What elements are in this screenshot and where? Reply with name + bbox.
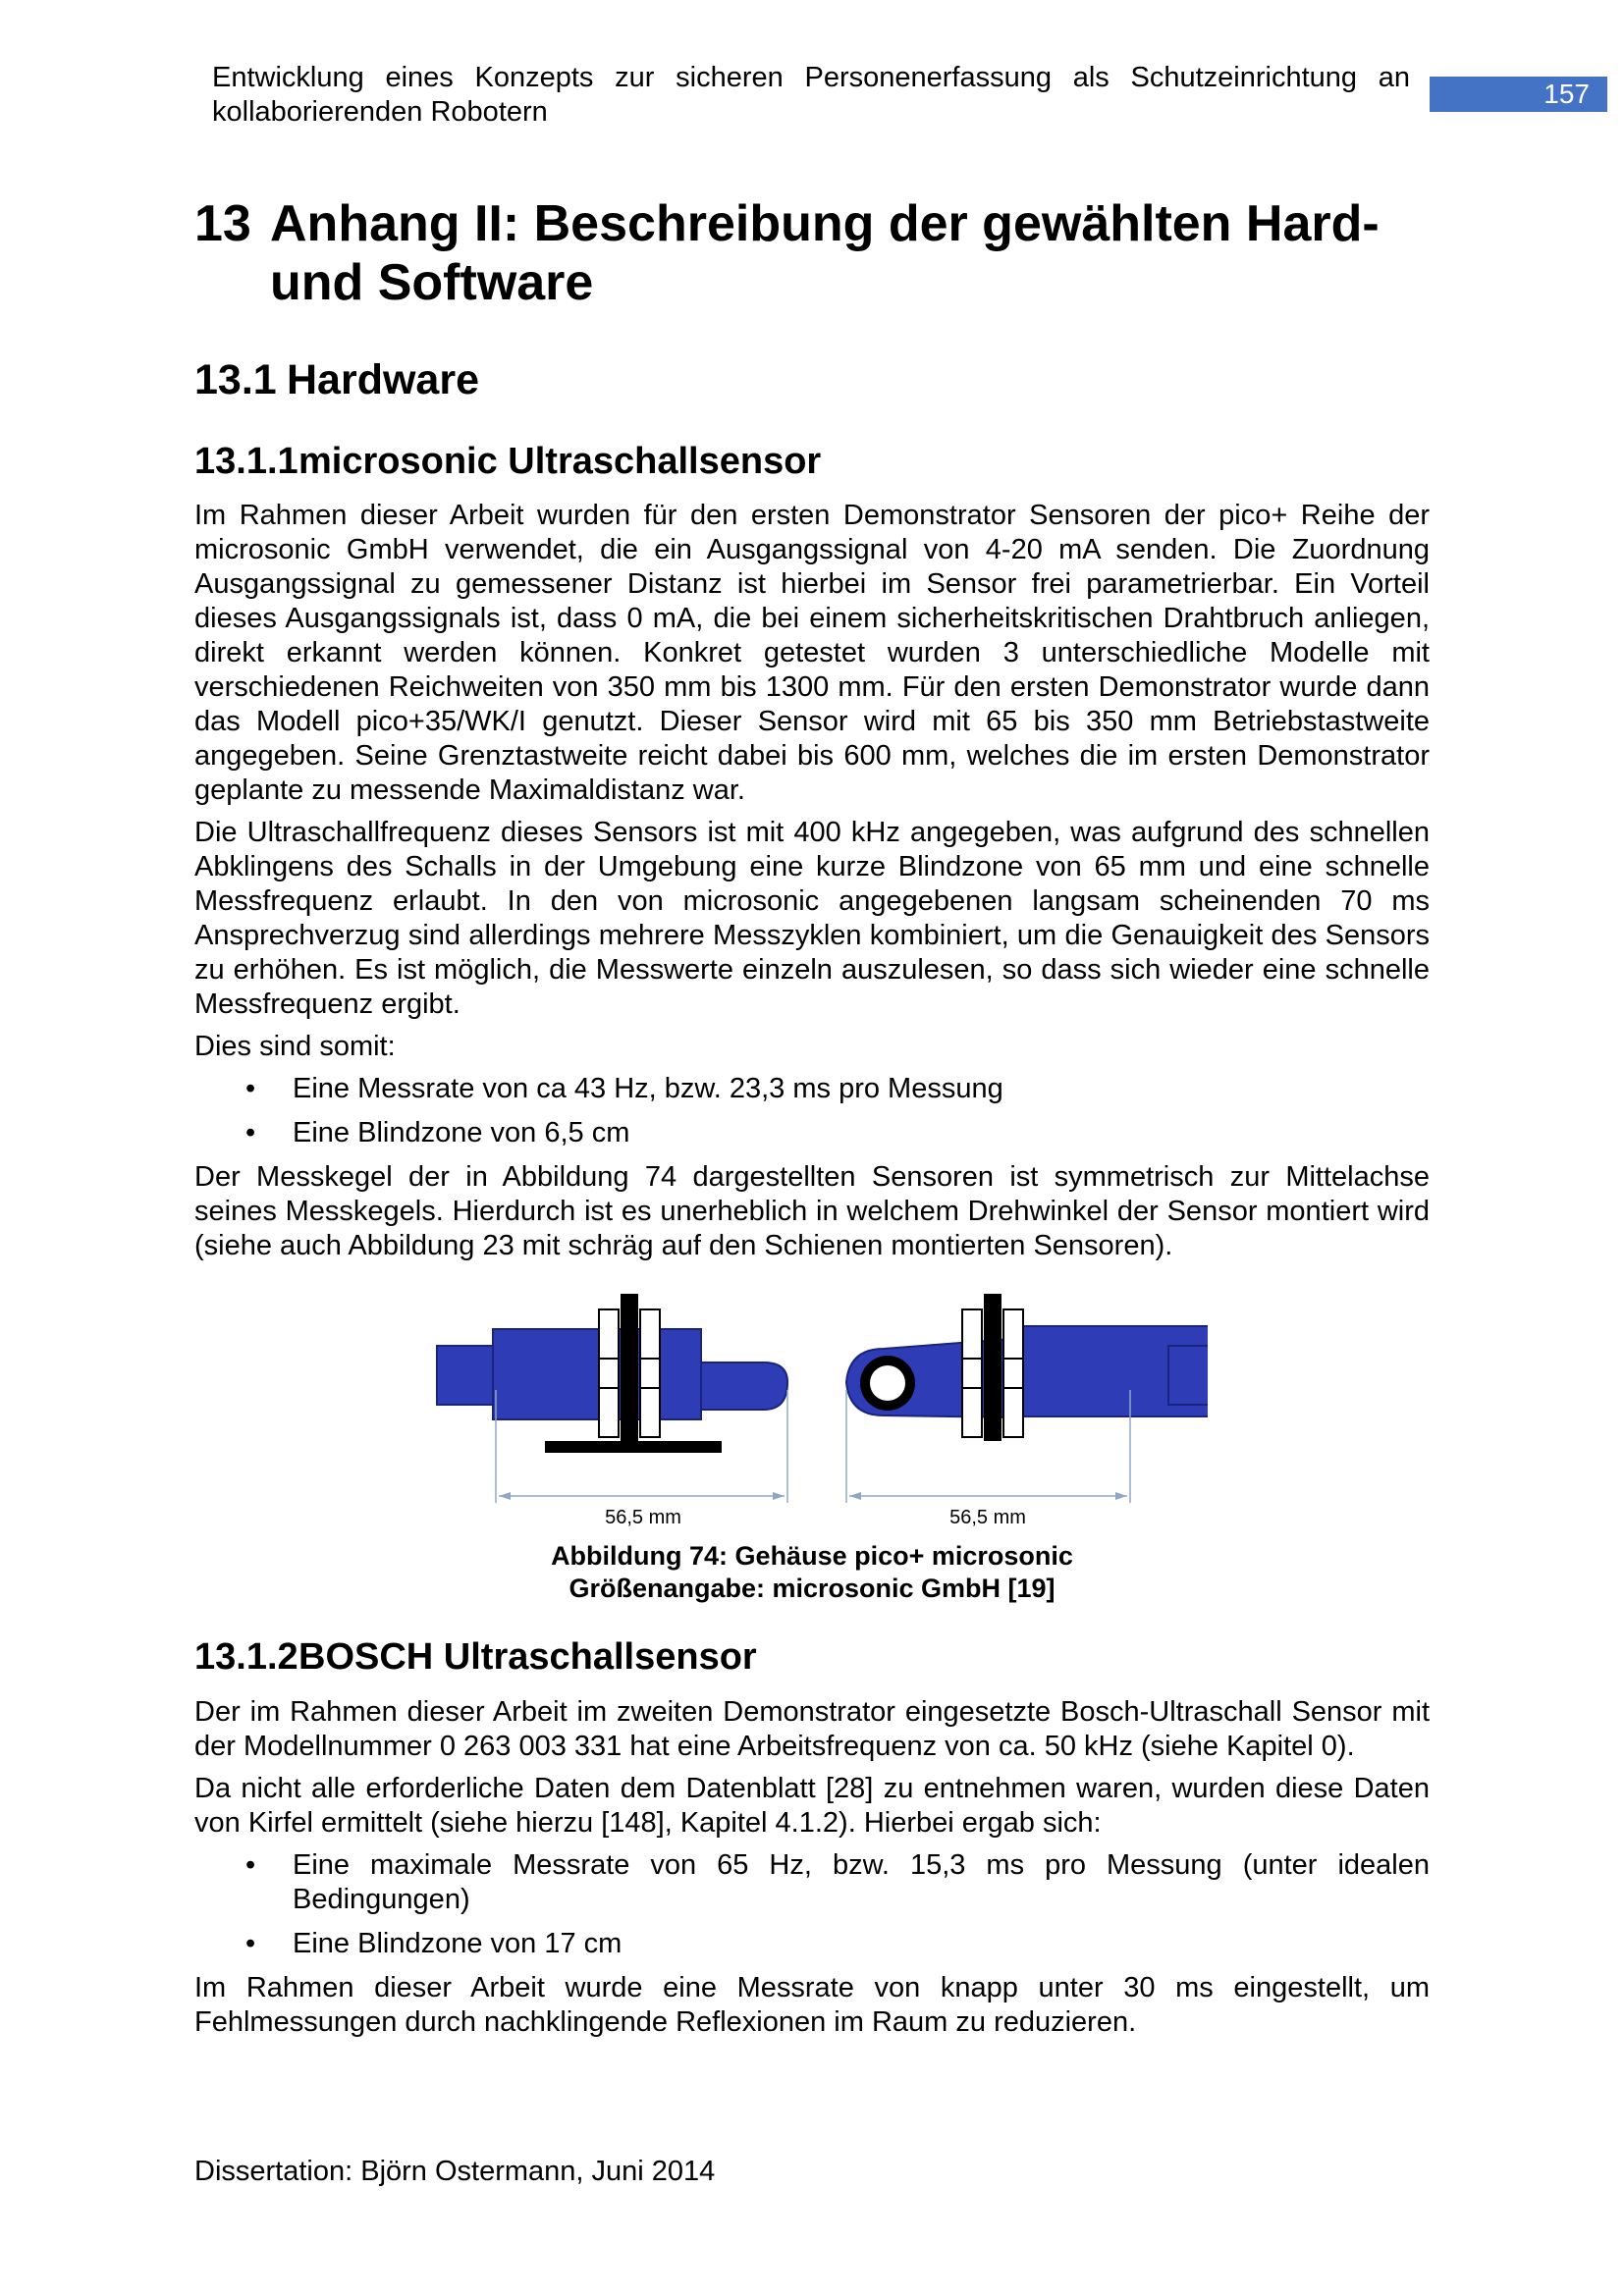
section-number: 13.1	[194, 356, 277, 403]
footer: Dissertation: Björn Ostermann, Juni 2014	[194, 2156, 716, 2187]
sensor-straight-housing	[437, 1294, 787, 1453]
subsection-number: 13.1.2	[194, 1636, 298, 1678]
list-item: • Eine maximale Messrate von 65 Hz, bzw. 15,3 ms pro Messung (unter idealen Bedingungen)	[245, 1849, 1430, 1915]
list-item: • Eine Messrate von ca 43 Hz, bzw. 23,3 ms pro Messung	[245, 1073, 1003, 1104]
section-body-bosch	[194, 1695, 1430, 2048]
bullet-list	[194, 1072, 1430, 1150]
bullet-icon: •	[245, 1928, 256, 1959]
bullet-icon: •	[245, 1117, 256, 1148]
subsection-title: BOSCH Ultraschallsensor	[298, 1636, 757, 1678]
subsection-number: 13.1.1	[194, 441, 298, 482]
page-number: 157	[1430, 77, 1607, 112]
paragraph: Im Rahmen dieser Arbeit wurde eine Messrate von knapp unter 30 ms eingestellt, um Fehlmessungen durch nachklingende Reflexionen im Raum zu reduzieren.	[194, 1972, 1430, 2038]
figure-caption-line1: Abbildung 74: Gehäuse pico+ microsonic	[551, 1541, 1073, 1571]
paragraph: Dies sind somit:	[194, 1031, 396, 1062]
chapter-title: Anhang II: Beschreibung der gewählten Hard- und Software	[270, 195, 1380, 311]
sensor-housing-figure	[422, 1292, 1208, 1532]
bullet-icon: •	[245, 1073, 256, 1104]
sensor-drawing	[422, 1292, 1208, 1527]
figure-caption-line2: Größenangabe: microsonic GmbH [19]	[568, 1574, 1056, 1603]
dimension-label-right: 56,5 mm	[949, 1507, 1026, 1527]
running-header: Entwicklung eines Konzepts zur sicheren Personenerfassung als Schutzeinrichtung an kollaborierenden Robotern	[212, 62, 1410, 128]
paragraph: Der Messkegel der in Abbildung 74 dargestellten Sensoren ist symmetrisch zur Mittelachse seines Messkegels. Hierdurch ist es unerheblich in welchem Drehwinkel der Sensor montiert wird (siehe auch Abbildung 23 mit schräg auf den Schienen montierten Sensoren).	[194, 1161, 1430, 1261]
paragraph: Im Rahmen dieser Arbeit wurden für den ersten Demonstrator Sensoren der pico+ Reihe der microsonic GmbH verwendet, die ein Ausgangssignal von 4-20 mA senden. Die Zuordnung Ausgangssignal zu gemessener Distanz ist hierbei im Sensor frei parametrierbar. Ein Vorteil dieses Ausgangssignals ist, dass 0 mA, die bei einem sicherheitskritischen Drahtbruch anliegen, direkt erkannt werden können. Konkret getestet wurden 3 unterschiedliche Modelle mit verschiedenen Reichweiten von 350 mm bis 1300 mm. Für den ersten Demonstrator wurde dann das Modell pico+35/WK/I genutzt. Dieser Sensor wird mit 65 bis 350 mm Betriebstastweite angegeben. Seine Grenztastweite reicht dabei bis 600 mm, welches die im ersten Demonstrator geplante zu messende Maximaldistanz war.	[194, 500, 1430, 806]
section-body-microsonic	[194, 499, 1430, 1271]
subsection-title: microsonic Ultraschallsensor	[298, 441, 822, 482]
paragraph: Der im Rahmen dieser Arbeit im zweiten Demonstrator eingesetzte Bosch-Ultraschall Sensor mit der Modellnummer 0 263 003 331 hat eine Arbeitsfrequenz von ca. 50 kHz (siehe Kapitel 0).	[194, 1696, 1430, 1762]
section-title: Hardware	[287, 356, 479, 403]
sensor-angled-housing	[846, 1294, 1208, 1441]
list-item: • Eine Blindzone von 6,5 cm	[245, 1117, 630, 1148]
bullet-list	[194, 1848, 1430, 1961]
dimension-label-left: 56,5 mm	[605, 1507, 681, 1527]
paragraph: Die Ultraschallfrequenz dieses Sensors ist mit 400 kHz angegeben, was aufgrund des schnellen Abklingens des Schalls in der Umgebung eine kurze Blindzone von 65 mm und eine schnelle Messfrequenz erlaubt. In den von microsonic angegebenen langsam scheinenden 70 ms Ansprechverzug sind allerdings mehrere Messzyklen kombiniert, um die Genauigkeit des Sensors zu erhöhen. Es ist möglich, die Messwerte einzeln auszulesen, so dass sich wieder eine schnelle Messfrequenz ergibt.	[194, 817, 1430, 1020]
list-item: • Eine Blindzone von 17 cm	[245, 1928, 623, 1959]
paragraph: Da nicht alle erforderliche Daten dem Datenblatt [28] zu entnehmen waren, wurden diese Daten von Kirfel ermittelt (siehe hierzu [148], Kapitel 4.1.2). Hierbei ergab sich:	[194, 1773, 1430, 1839]
chapter-number: 13	[194, 195, 251, 252]
bullet-icon: •	[245, 1849, 256, 1881]
